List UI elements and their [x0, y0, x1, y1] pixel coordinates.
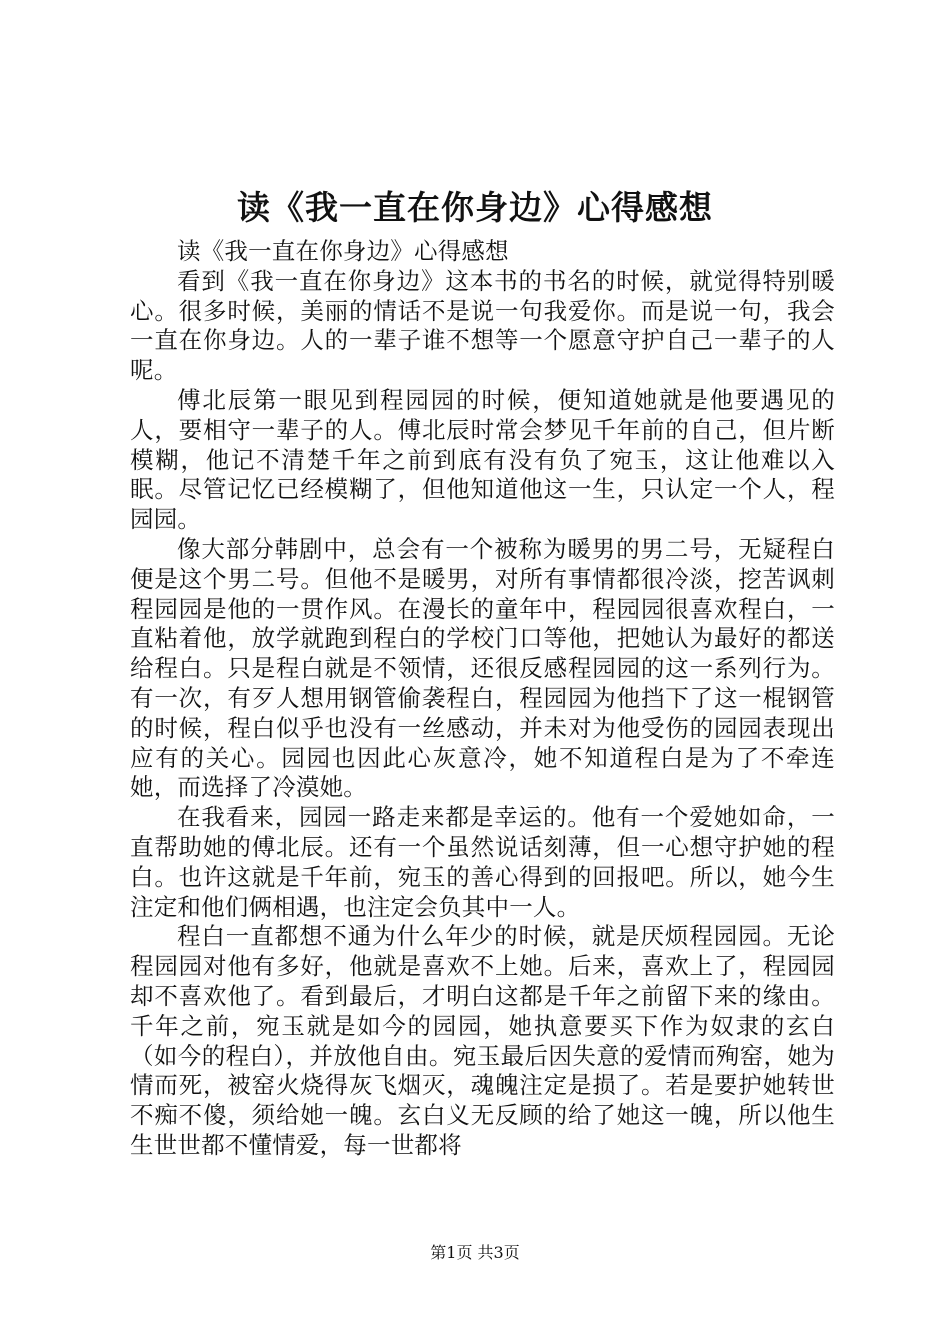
paragraph-2: 傅北辰第一眼见到程园园的时候，便知道她就是他要遇见的人，要相守一辈子的人。傅北辰时常会梦见千年前的自己，但片断模糊，他记不清楚千年之前到底有没有负了宛玉，这让他难以入眠。尽管记忆已经模糊了，但他知道他这一生，只认定一个人，程园园。 [130, 385, 835, 534]
page-title: 读《我一直在你身边》心得感想 [237, 188, 713, 227]
document-body [130, 237, 835, 1161]
paragraph-4: 在我看来，园园一路走来都是幸运的。他有一个爱她如命，一直帮助她的傅北辰。还有一个虽然说话刻薄，但一心想守护她的程白。也许这就是千年前，宛玉的善心得到的回报吧。所以，她今生注定和他们俩相遇，也注定会负其中一人。 [130, 803, 835, 921]
paragraph-3: 像大部分韩剧中，总会有一个被称为暖男的男二号，无疑程白便是这个男二号。但他不是暖男，对所有事情都很冷淡，挖苦讽刺程园园是他的一贯作风。在漫长的童年中，程园园很喜欢程白，一直粘着他，放学就跑到程白的学校门口等他，把她认为最好的都送给程白。只是程白就是不领情，还很反感程园园的这一系列行为。有一次，有歹人想用钢管偷袭程白，程园园为他挡下了这一棍钢管的时候，程白似乎也没有一丝感动，并未对为他受伤的园园表现出应有的关心。园园也因此心灰意冷，她不知道程白是为了不牵连她，而选择了冷漠她。 [130, 534, 835, 802]
page-footer: 第1页 共3页 [430, 1243, 520, 1262]
paragraph-5: 程白一直都想不通为什么年少的时候，就是厌烦程园园。无论程园园对他有多好，他就是喜欢不上她。后来，喜欢上了，程园园却不喜欢他了。看到最后，才明白这都是千年之前留下来的缘由。千年之前，宛玉就是如今的园园，她执意要买下作为奴隶的玄白（如今的程白），并放他自由。宛玉最后因失意的爱情而殉窑，她为情而死，被窑火烧得灰飞烟灭，魂魄注定是损了。若是要护她转世不痴不傻，须给她一魄。玄白义无反顾的给了她这一魄，所以他生生世世都不懂情爱，每一世都将 [130, 922, 835, 1159]
paragraph-subtitle: 读《我一直在你身边》心得感想 [177, 237, 509, 265]
paragraph-1: 看到《我一直在你身边》这本书的书名的时候，就觉得特别暖心。很多时候，美丽的情话不是说一句我爱你。而是说一句，我会一直在你身边。人的一辈子谁不想等一个愿意守护自己一辈子的人呢。 [130, 266, 835, 385]
